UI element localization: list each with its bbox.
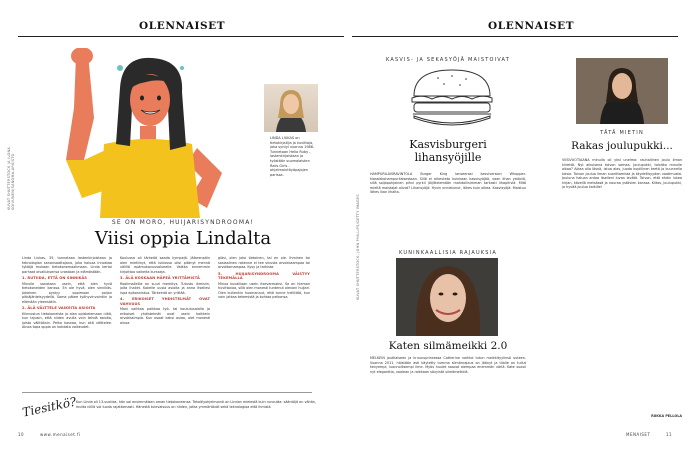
- paragraph-7: Minua kuvaillaan usein itsevarmaksi. Se on hieman huvittavaa, sillä olen monesti tuntenut olevani huijari. Olen kuitenkin huomannut, että tunne hellittää, kun vain jatkaa tekemistä ja kohtaa pelkonsa.: [218, 281, 310, 299]
- article-kicker-left: SE ON MORO, HUIJARISYNDROOMA!: [111, 219, 255, 226]
- paragraph-3: Koulussa oli tärkeää saada kympejä. Jälkeenpäin olen miettinyt, että lukiossa olisi pitänyt mennä välillä epämukavuusalueelle. Vaikka ennemmin kirjoittaa vaikeita kursseja.: [120, 256, 210, 274]
- photo-credit-left: KUVAT SHUTTERSTOCK JA ILONA KOIVUNEN/SANOMA-ARKISTO: [7, 147, 15, 210]
- sidebar-rule: [22, 392, 312, 393]
- sidebar-text: Kun Linda oli 13-vuotias, hän sai ensimmäisen oman tietokoneensa. Tekoälyohjelmointi on Lindan mielestä kuin runoutta: sääntöjä on vähän, mutta niillä voi luoda rajattomasti. Hänestä tulevaisuus on niiden, jotka ymmärtävät sekä teknologiaa että ihmisiä.: [76, 400, 316, 409]
- header-rule-left: [18, 36, 344, 37]
- subheading-2: 2. ÄLÄ VÄLTTELE VAIKEITA ASIOITA: [22, 306, 96, 310]
- subheading-5: 5. HUIJARISYNDROOMA VÄISTYY TEKEMÄLLÄ: [218, 271, 310, 280]
- burger-title: [368, 138, 528, 164]
- article-title-left: Viisi oppia Lindalta: [94, 228, 272, 249]
- portrait-caption: LINDA LIUKAS on tietokirjailija ja kuvittaja, joka syntyi vuonna 1986. Tunnetaan Hello Ruby -lastenkirjoistaan ja työstään suomalaisten Rails Girls -ohjelmointityöpajojen parissa.: [270, 136, 315, 177]
- paragraph-4: Roolimalleilla on suuri merkitys. Tutustu ihmisiin, joita ihailet. Kokeile uusia asioita ja anna itsellesi lupa epäonnistua. Tärkeintä on yrittää.: [120, 281, 210, 295]
- column-3: [218, 256, 310, 301]
- columnist-photo: [576, 58, 668, 124]
- burger-title-line-1: Kasvisburgeri: [409, 138, 487, 151]
- burger-body: HAMPURILAISRAVINTOLA Burger King lanseerasi kasviversion Whopper-klassikkohampurilaisestaan. Sillä ei aiheuteta kuinkaan kasvisyöjää, vaan lihan ystäviä, sillä soijapohjainen pihvi pyrkii jäljittelemään mahdollisimman tarkasti lihapihviä. Mitä mieltä maistajat olivat? Lihansyöjä: Hyvin onnistunut, lähes kuin oikea. Kasvisyöjä: Maistuu lähes liian lihalta.: [370, 172, 526, 194]
- linda-portrait-photo: [264, 84, 318, 132]
- photo-credit-right: KUVAT SHUTTERSTOCK, JOHN PHILLIPS/GETTY IMAGES: [356, 194, 360, 300]
- folio-magazine: MENAISET: [626, 432, 651, 437]
- burger-title-line-2: lihansyöjille: [414, 151, 482, 164]
- subheading-1: 1. RUTIIDA, ETTÄ ON SINNIKÄS: [22, 276, 88, 280]
- paragraph-6: giäsi, olen joko tietoinen, tai en ole. Ihminen tai sosiaalinen rakenne ei tee sinusta arvokkaampaa tai arvottomampaa. Kysy ja tarkista.: [218, 256, 310, 269]
- header-rule-right: [352, 36, 678, 37]
- paragraph-1: Minulle sanotaan usein, että olen hyvä tietokoneiden kanssa. En ole hyvä, olen sinnikäs. Jokainen pystyy oppimaan paljon pitkäjänteisyydellä. Sama pätee työhyvinvointiin ja elämään yleensäkin.: [22, 281, 112, 304]
- column-kicker: TÄTÄ MIETIN: [600, 130, 644, 136]
- column-author: RIIKKA PELLOLA: [651, 414, 682, 418]
- paragraph-5: Moni vaihtaa paikkaa työ- tai koulutusalalla ja erikoiset yhdistelmät ovat usein kaikkein arvokkaimpia. Kun osaat kaksi asiaa, olet monesti ainoa.: [120, 307, 210, 325]
- subheading-3: 3. ÄLÄ KOSKAAN HÄPEÄ YRITTÄMISTÄ: [120, 276, 200, 280]
- column-body: VIISIVUOTIAANA minulla oli yksi unelma: rauhallinen joulu ilman kiirettä. Nyt aikuisena toivon samaa. Joulupukki, toisitko minulle aikaa? Aikaa olla läsnä, istua alas, juoda kupillinen teetä ja kuunnella toisia. Toivon joulua ilman suorittamista ja täydellisyyden vaatimusta. Jouluna haluan antaa itselleni luvan levätä. Toivon, että ehdin lukea kirjan, kävellä metsässä ja nauraa ystävien kanssa. Kiitos, Joulupukki, ja hyvää joulua kaikille!: [562, 158, 682, 189]
- woman-illustration: [22, 48, 270, 218]
- column-1: [22, 256, 112, 331]
- page-number-right: 11: [666, 432, 673, 437]
- intro-paragraph: Linda Liukas, 35, tunnetaan lastenkirjoistaan ja teknologian sanansaattajana, joka haluaa innostaa tyttöjä mukaan tietokonemaailmaan. Linda kertoi parhaat oivalluksensa urastaan ja elämästään.: [22, 256, 112, 274]
- kate-body: MELKEIN joutilaiseen ja kruunuprinsessa Catherine vaihtoi tutun meikkityylinsä uuteen. Vuonna 2011, häistään asti käytetty tumma silmänrajaus on jäänyt ja tilalle on tullut kevyempi, luonnollisempi ilme. Myös huulet saavat aiempaa enemmän väriä. Kate suosii nyt eleganttia, vaalean ja raikkaan sävyistä silmämeikkiä.: [370, 356, 526, 374]
- burger-illustration: [408, 66, 496, 130]
- kate-kicker: KUNINKAALLISIA RAJAUKSIA: [399, 250, 497, 256]
- column-2: [120, 256, 210, 327]
- sidebar-label: Tiesitkö?: [21, 394, 78, 420]
- right-page: [348, 0, 696, 450]
- column-title: Rakas joulupukki...: [571, 140, 673, 152]
- subheading-4: 4. ERIKOISET YHDISTELMÄT OVAT VAHVUUS: [120, 297, 210, 306]
- kate-title: Katen silmämeikki 2.0: [388, 340, 508, 352]
- section-header-left: OLENNAISET: [139, 20, 226, 32]
- section-header-right: OLENNAISET: [488, 20, 575, 32]
- page-number-left: 10: [18, 432, 25, 437]
- folio-website: www.menaiset.fi: [40, 432, 81, 437]
- paragraph-2: Kiinnostun tietokoneista ja alan opiskelemaan niitä, kun tajusin, että niiden avulla voin tehdä asioita, joista välittäisin. Pelko kasvaa, kun sitä välttelee. Ainoa tapa oppia on kohdata vaikeudet.: [22, 311, 112, 329]
- burger-kicker: KASVIS- JA SEKASYÖJÄ MAISTOIVAT: [385, 57, 511, 63]
- kate-photo: [396, 258, 498, 336]
